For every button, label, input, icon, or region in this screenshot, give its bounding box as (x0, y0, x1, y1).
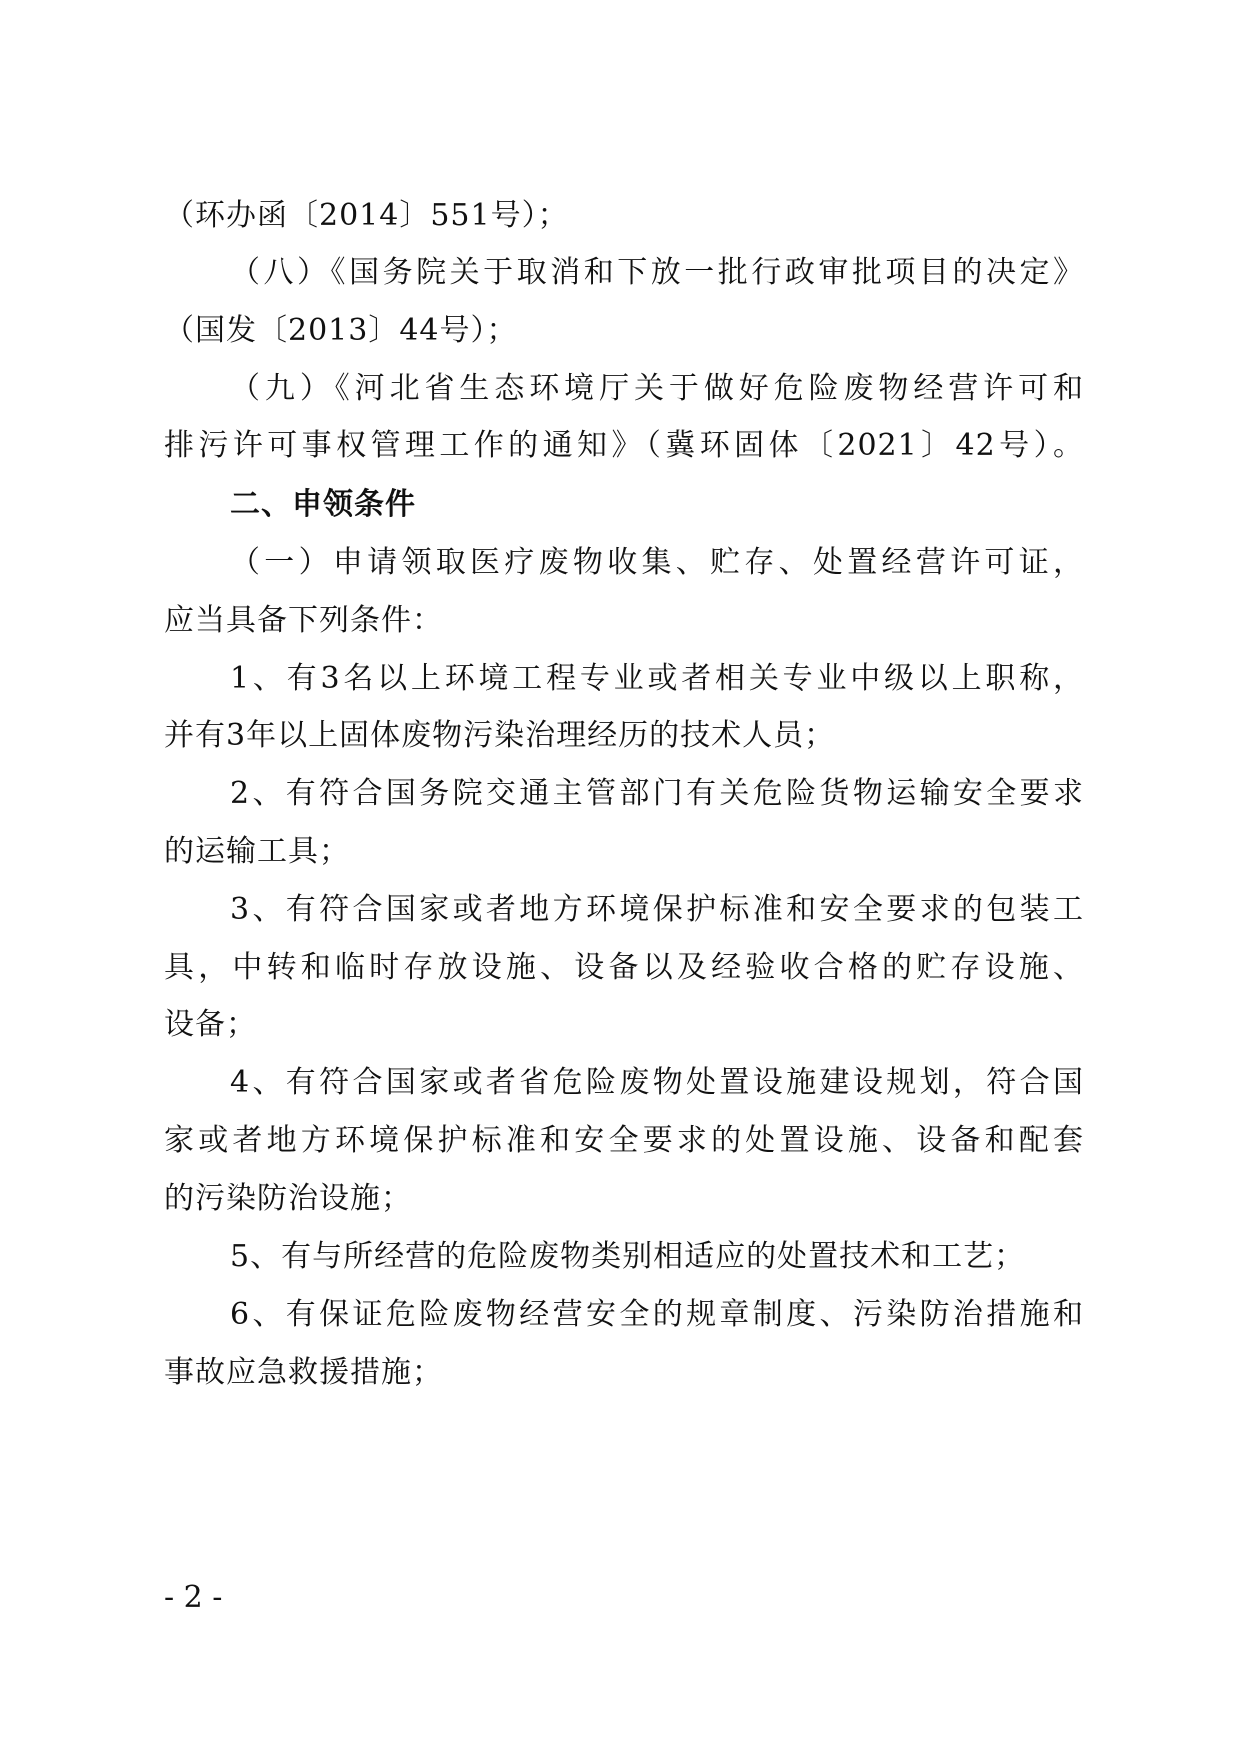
page-number: - 2 - (164, 1580, 223, 1615)
text-line: 家或者地方环境保护标准和安全要求的处置设施、设备和配套 (164, 1123, 1084, 1158)
text-line: 应当具备下列条件： (164, 603, 443, 638)
text-line: （国发〔2013〕44号）； (164, 313, 518, 348)
text-line: 4、有符合国家或者省危险废物处置设施建设规划，符合国 (230, 1065, 1084, 1100)
text-line: 6、有保证危险废物经营安全的规章制度、污染防治措施和 (230, 1297, 1084, 1332)
text-line: （一）申请领取医疗废物收集、贮存、处置经营许可证， (230, 545, 1084, 580)
text-line: （环办函〔2014〕551号）； (164, 198, 569, 233)
text-line: 的污染防治设施； (164, 1181, 412, 1216)
text-line: 1、有3名以上环境工程专业或者相关专业中级以上职称， (230, 661, 1084, 696)
text-line: 事故应急救援措施； (164, 1355, 443, 1390)
text-line: 并有3年以上固体废物污染治理经历的技术人员； (164, 718, 836, 753)
text-line: （九）《河北省生态环境厅关于做好危险废物经营许可和 (230, 371, 1084, 406)
text-line: 的运输工具； (164, 834, 350, 869)
text-line: 具，中转和临时存放设施、设备以及经验收合格的贮存设施、 (164, 950, 1084, 985)
text-line: （八）《国务院关于取消和下放一批行政审批项目的决定》 (230, 255, 1084, 290)
text-line: 5、有与所经营的危险废物类别相适应的处置技术和工艺； (230, 1239, 1026, 1274)
section-heading: 二、申领条件 (230, 487, 416, 522)
text-line: 设备； (164, 1007, 257, 1042)
text-line: 2、有符合国务院交通主管部门有关危险货物运输安全要求 (230, 776, 1084, 811)
text-line: 3、有符合国家或者地方环境保护标准和安全要求的包装工 (230, 892, 1084, 927)
text-line: 排污许可事权管理工作的通知》（冀环固体〔2021〕42号）。 (164, 428, 1084, 463)
